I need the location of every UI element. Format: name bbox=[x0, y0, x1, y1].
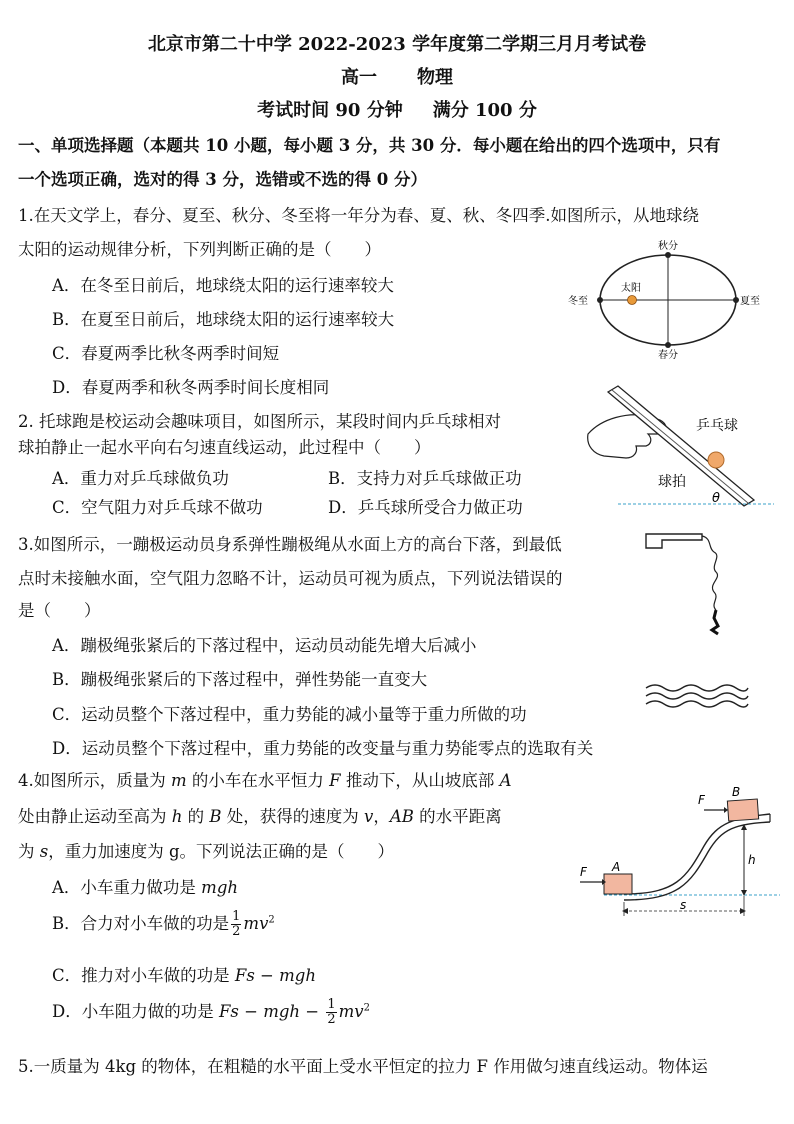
q4-option-a-text: A．小车重力做功是 bbox=[52, 878, 202, 897]
q4-var-v: v bbox=[364, 807, 374, 826]
subject: 物理 bbox=[417, 67, 453, 88]
fig-label-ball: 乒乓球 bbox=[696, 418, 738, 434]
q4-stem-line3 bbox=[18, 838, 394, 862]
q4-option-c-expr: Fs − mgh bbox=[234, 966, 316, 985]
q4-text: 的小车在水平恒力 bbox=[186, 771, 330, 790]
q2-stem-line2: 球拍静止一起水平向右匀速直线运动，此过程中（ ） bbox=[18, 438, 431, 457]
full-score: 满分 100 分 bbox=[432, 100, 537, 121]
q3-option-a: A．蹦极绳张紧后的下落过程中，运动员动能先增大后减小 bbox=[52, 636, 477, 655]
q1-option-c: C．春夏两季比秋冬两季时间短 bbox=[52, 344, 280, 363]
q4-option-b-text: B．合力对小车做的功是 bbox=[52, 914, 230, 933]
q4-text: 为 bbox=[18, 842, 40, 861]
fig-label-a: A bbox=[612, 860, 621, 874]
fraction-half bbox=[231, 910, 241, 939]
q1-option-b: B．在夏至日前后，地球绕太阳的运行速率较大 bbox=[52, 310, 395, 329]
fig-label-theta: θ bbox=[712, 491, 720, 506]
slope-figure bbox=[566, 782, 786, 922]
q4-var-b: B bbox=[209, 807, 222, 826]
q4-expr-mv: mv bbox=[338, 1002, 364, 1021]
fig-label-h: h bbox=[748, 853, 756, 867]
q4-text: 的水平距离 bbox=[413, 807, 502, 826]
exam-time: 考试时间 90 分钟 bbox=[257, 100, 403, 121]
q4-text: 4.如图所示，质量为 bbox=[18, 771, 171, 790]
q4-stem-line1 bbox=[18, 767, 512, 791]
q4-var-a: A bbox=[499, 771, 512, 790]
orbit-figure bbox=[565, 236, 775, 364]
exam-info bbox=[0, 96, 794, 122]
fig-label-paddle: 球拍 bbox=[658, 474, 686, 490]
q2-option-d: D．乒乓球所受合力做正功 bbox=[328, 498, 523, 517]
q4-text: ， bbox=[373, 807, 390, 826]
fig-label-sun: 太阳 bbox=[621, 283, 641, 294]
fig-label-f2: F bbox=[698, 793, 705, 807]
q4-expr-sq: 2 bbox=[363, 1002, 370, 1014]
frac-num: 1 bbox=[232, 909, 241, 924]
frac-den: 2 bbox=[327, 1012, 336, 1027]
fig-label-b: B bbox=[732, 785, 741, 799]
page-title: 北京市第二十中学 2022-2023 学年度第二学期三月月考试卷 bbox=[147, 34, 647, 55]
q3-stem-line1: 3.如图所示，一蹦极运动员身系弹性蹦极绳从水面上方的高台下落，到最低 bbox=[18, 535, 562, 554]
q4-option-a-expr: mgh bbox=[201, 878, 239, 897]
section-heading-line1: 一、单项选择题（本题共 10 小题，每小题 3 分，共 30 分．每小题在给出的四个选项中，只有 bbox=[18, 136, 721, 155]
fig-label-s: s bbox=[680, 898, 687, 912]
bungee-figure bbox=[640, 526, 755, 711]
q4-var-ab: AB bbox=[389, 807, 414, 826]
fig-label-winter: 冬至 bbox=[568, 296, 588, 307]
q2-option-b: B．支持力对乒乓球做正功 bbox=[328, 469, 522, 488]
q4-option-d bbox=[52, 998, 370, 1027]
q3-option-b: B．蹦极绳张紧后的下落过程中，弹性势能一直变大 bbox=[52, 670, 428, 689]
q3-stem-line3: 是（ ） bbox=[18, 601, 101, 620]
q2-option-c: C．空气阻力对乒乓球不做功 bbox=[52, 498, 263, 517]
fig-label-summer: 夏至 bbox=[740, 296, 760, 307]
sun-icon bbox=[628, 296, 637, 305]
q1-stem-line2: 太阳的运动规律分析，下列判断正确的是（ ） bbox=[18, 240, 381, 259]
q4-text: ，重力加速度为 g。下列说法正确的是（ ） bbox=[48, 842, 395, 861]
q5-stem-line1: 5.一质量为 4kg 的物体，在粗糙的水平面上受水平恒定的拉力 F 作用做匀速直线运动。物体运 bbox=[18, 1057, 708, 1076]
fig-label-autumn: 秋分 bbox=[658, 241, 678, 252]
frac-num: 1 bbox=[327, 997, 336, 1012]
q4-var-h: h bbox=[171, 807, 183, 826]
q4-text: 的 bbox=[182, 807, 210, 826]
q2-option-a: A．重力对乒乓球做负功 bbox=[52, 469, 229, 488]
q4-stem-line2 bbox=[18, 803, 502, 827]
q4-expr-mv: mv bbox=[243, 914, 269, 933]
q4-option-c-text: C．推力对小车做的功是 bbox=[52, 966, 235, 985]
q4-option-a bbox=[52, 874, 238, 898]
q4-var-f: F bbox=[329, 771, 341, 790]
q1-option-d: D．春夏两季和秋冬两季时间长度相同 bbox=[52, 378, 330, 397]
q4-option-d-expr: Fs − mgh − bbox=[218, 1002, 325, 1021]
q4-var-s: s bbox=[39, 842, 49, 861]
section-heading-line2: 一个选项正确，选对的得 3 分，选错或不选的得 0 分） bbox=[18, 170, 427, 189]
fig-label-f1: F bbox=[580, 865, 587, 879]
q2-stem-line1: 2. 托球跑是校运动会趣味项目，如图所示，某段时间内乒乓球相对 bbox=[18, 412, 501, 431]
q4-text: 处，获得的速度为 bbox=[221, 807, 365, 826]
q3-option-d: D．运动员整个下落过程中，重力势能的改变量与重力势能零点的选取有关 bbox=[52, 739, 594, 758]
q4-text: 处由静止运动至高为 bbox=[18, 807, 172, 826]
q1-option-a: A．在冬至日前后，地球绕太阳的运行速率较大 bbox=[52, 276, 394, 295]
subtitle bbox=[0, 63, 794, 89]
q3-stem-line2: 点时未接触水面，空气阻力忽略不计，运动员可视为质点，下列说法错误的 bbox=[18, 569, 563, 588]
grade: 高一 bbox=[341, 67, 377, 88]
fig-label-spring: 春分 bbox=[658, 350, 678, 361]
q4-expr-sq: 2 bbox=[268, 914, 275, 926]
q4-var-m: m bbox=[171, 771, 187, 790]
frac-den: 2 bbox=[232, 924, 241, 939]
q4-text: 推动下，从山坡底部 bbox=[340, 771, 500, 790]
q4-option-d-text: D．小车阻力做的功是 bbox=[52, 1002, 219, 1021]
q3-option-c: C．运动员整个下落过程中，重力势能的减小量等于重力所做的功 bbox=[52, 705, 527, 724]
q4-option-b bbox=[52, 910, 275, 939]
q4-option-c bbox=[52, 962, 316, 986]
fraction-half bbox=[326, 998, 336, 1027]
paddle-figure bbox=[578, 382, 778, 510]
q1-stem-line1: 1.在天文学上，春分、夏至、秋分、冬至将一年分为春、夏、秋、冬四季.如图所示，从地球绕 bbox=[18, 206, 699, 225]
